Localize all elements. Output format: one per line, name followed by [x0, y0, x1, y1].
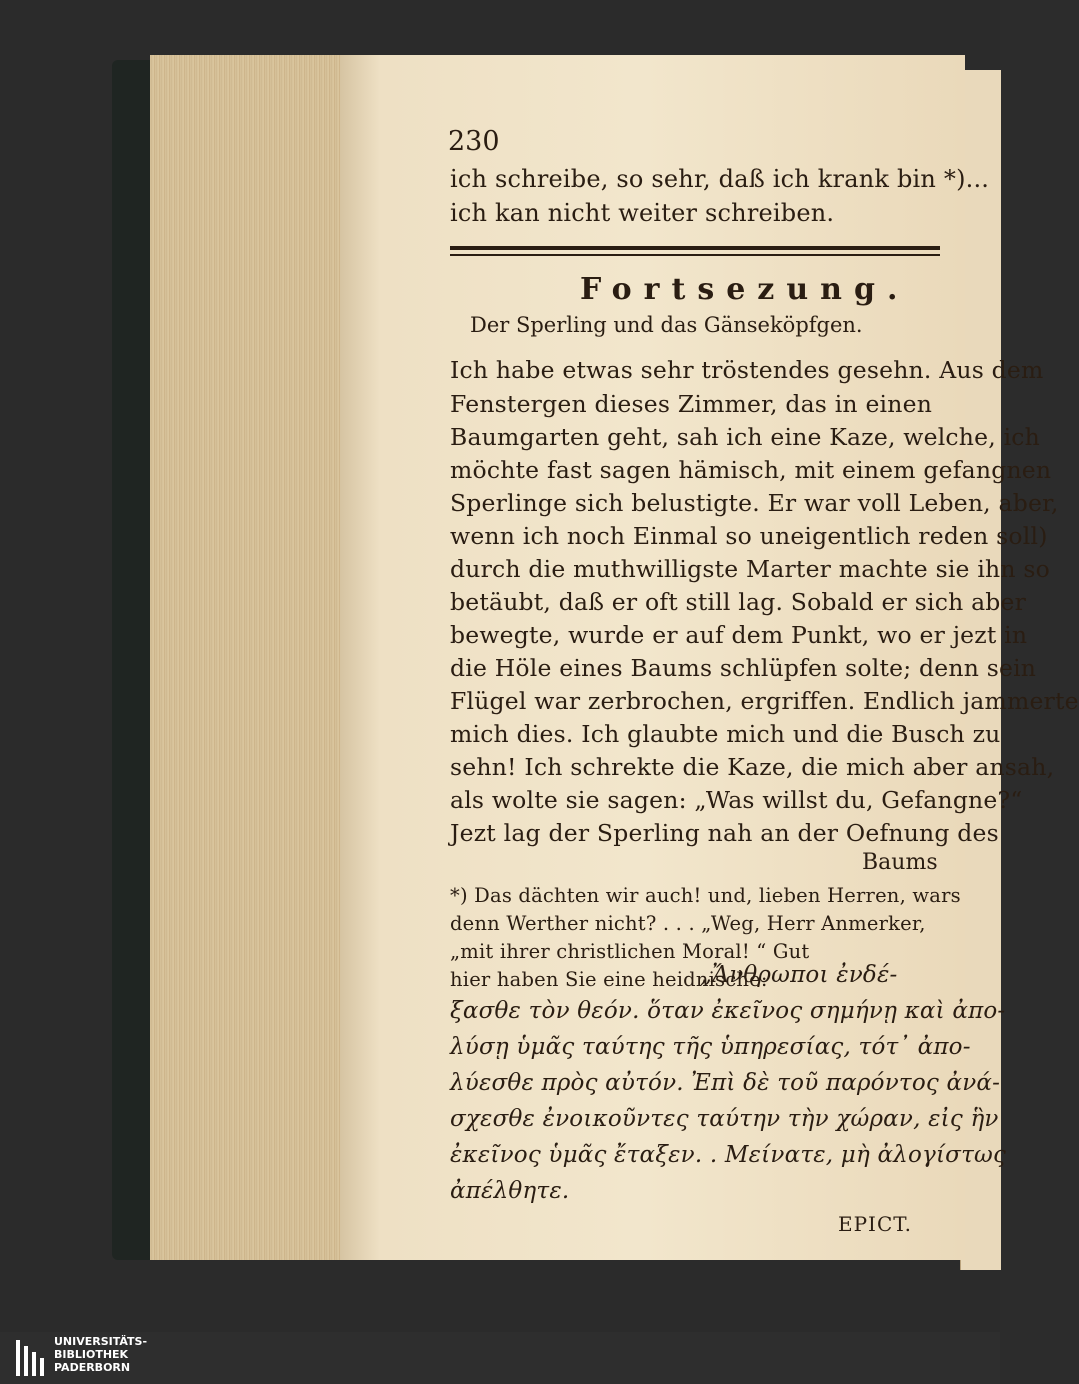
footnote-line: hier haben Sie eine heidnische: [450, 968, 768, 991]
body-line: als wolte sie sagen: „Was willst du, Gefangne?“ [450, 786, 1023, 814]
body-line: betäubt, daß er oft still lag. Sobald er sich aber [450, 588, 1027, 616]
text-line-2: ich kan nicht weiter schreiben. [450, 199, 835, 227]
greek-line: „Ἄνθρωποι ἐνδέ- [700, 962, 898, 988]
footnote-line: *) Das dächten wir auch! und, lieben Herren, wars [450, 884, 961, 907]
body-line: Baumgarten geht, sah ich eine Kaze, welche, ich [450, 423, 1040, 451]
library-logo-icon [14, 1338, 46, 1378]
body-line: Sperlinge sich belustigte. Er war voll Leben, aber, [450, 489, 1059, 517]
library-logo-text [54, 1335, 147, 1374]
logo-line-2: BIBLIOTHEK [54, 1348, 129, 1361]
greek-line: λύσῃ ὑμᾶς ταύτης τῆς ὑπηρεσίας, τότ᾽ ἀπο- [450, 1034, 971, 1060]
footer-bar [0, 1332, 1000, 1384]
body-line: mich dies. Ich glaubte mich und die Busch zu [450, 720, 1001, 748]
body-line: Ich habe etwas sehr tröstendes gesehn. Aus dem [450, 356, 1044, 384]
signature: EPICT. [838, 1212, 913, 1236]
greek-line: σχεσθε ἐνοικοῦντες ταύτην τὴν χώραν, εἰς ἣν [450, 1106, 999, 1132]
text-line-1: ich schreibe, so sehr, daß ich krank bin *)... [450, 165, 990, 193]
page-number: 230 [448, 126, 500, 157]
section-rule [450, 246, 940, 250]
footnote-line: denn Werther nicht? . . . „Weg, Herr Anmerker, [450, 912, 926, 935]
footnote-line: „mit ihrer christlichen Moral! “ Gut [450, 940, 810, 963]
greek-line: ἐκεῖνος ὑμᾶς ἔταξεν. . Μείνατε, μὴ ἀλογίστως [450, 1142, 1007, 1168]
body-line: wenn ich noch Einmal so uneigentlich reden soll) [450, 522, 1048, 550]
section-rule-thin [450, 254, 940, 256]
body-line: bewegte, wurde er auf dem Punkt, wo er jezt in [450, 621, 1028, 649]
section-heading: Fortsezung. [580, 272, 910, 307]
section-subheading: Der Sperling und das Gänseköpfgen. [470, 313, 863, 337]
body-line: die Höle eines Baums schlüpfen solte; denn sein [450, 654, 1037, 682]
logo-line-1: UNIVERSITÄTS- [54, 1335, 148, 1348]
catchword: Baums [862, 850, 938, 875]
body-line: durch die muthwilligste Marter machte sie ihn so [450, 555, 1051, 583]
greek-line: λύεσθε πρὸς αὐτόν. Ἐπὶ δὲ τοῦ παρόντος ἀνά- [450, 1070, 1001, 1096]
greek-line: ἀπέλθητε. [450, 1178, 570, 1204]
page-block-edges [150, 55, 355, 1260]
body-line: möchte fast sagen hämisch, mit einem gefangnen [450, 456, 1052, 484]
body-line: Fenstergen dieses Zimmer, das in einen [450, 390, 933, 418]
body-line: Flügel war zerbrochen, ergriffen. Endlich jammerte [450, 687, 1079, 715]
body-line: Jezt lag der Sperling nah an der Oefnung des [450, 819, 999, 847]
greek-line: ξασθε τὸν θεόν. ὅταν ἐκεῖνος σημήνῃ καὶ ἀπο- [450, 998, 1006, 1024]
body-line: sehn! Ich schrekte die Kaze, die mich aber ansah, [450, 753, 1055, 781]
logo-line-3: PADERBORN [54, 1361, 131, 1374]
